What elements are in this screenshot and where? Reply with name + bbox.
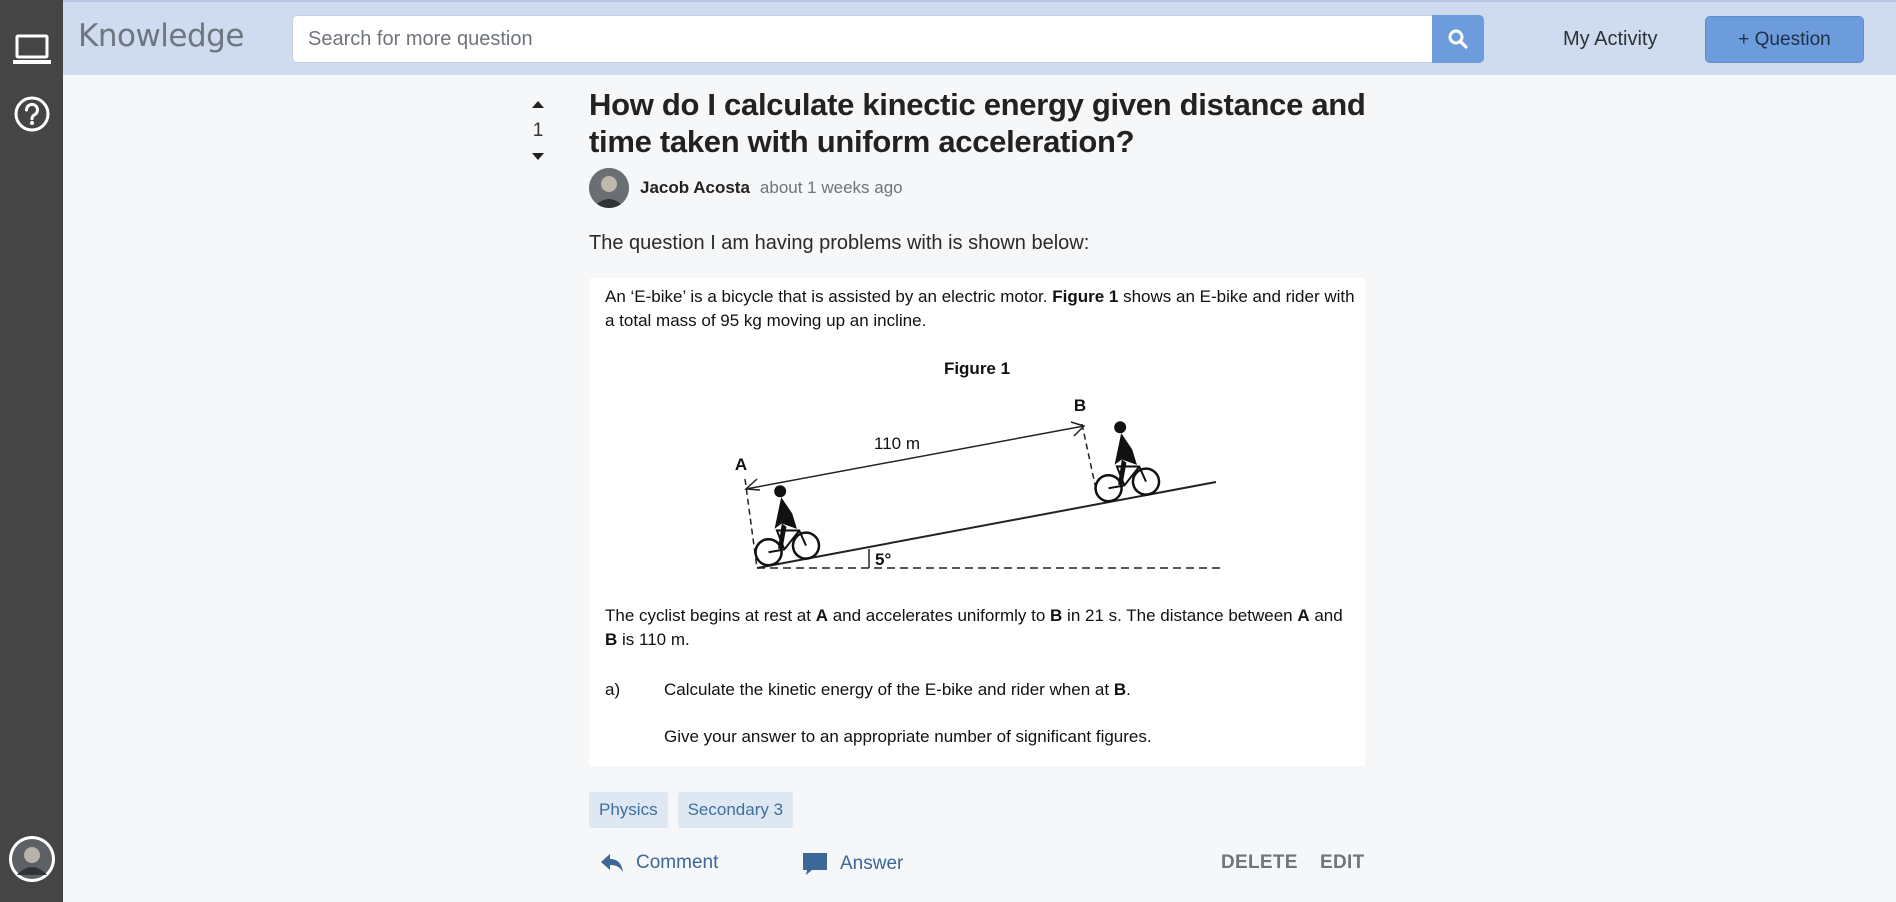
- vote-widget: [526, 100, 550, 161]
- incline-figure: [589, 348, 1365, 598]
- label-b: B: [1073, 396, 1087, 415]
- part-label: a): [605, 680, 621, 699]
- delete-button[interactable]: DELETE: [1221, 852, 1298, 873]
- figure-title: Figure 1: [943, 359, 1011, 378]
- ask-question-button[interactable]: + Question: [1705, 16, 1864, 63]
- text-run: .: [1126, 680, 1131, 699]
- post-time: about 1 weeks ago: [759, 178, 903, 197]
- text-run: B: [605, 630, 618, 649]
- comment-button[interactable]: [600, 852, 718, 874]
- edit-button[interactable]: EDIT: [1320, 852, 1365, 873]
- question-intro: The question I am having problems with is shown below:: [589, 232, 1090, 254]
- question-image: [589, 278, 1365, 766]
- part-a-text: [664, 678, 1131, 702]
- text-run: An ‘E-bike’ is a bicycle that is assisted by an electric motor.: [605, 287, 1053, 306]
- cyclist-b: [1085, 416, 1161, 503]
- user-avatar[interactable]: [0, 836, 63, 882]
- question-title: How do I calculate kinectic energy given distance and time taken with uniform acceleration?: [589, 87, 1366, 159]
- dashed-b: [1082, 424, 1097, 494]
- sidebar: [0, 0, 63, 902]
- text-run: B: [1050, 606, 1063, 625]
- image-paragraph-1: [605, 285, 1355, 333]
- cyclist-a: [745, 480, 821, 567]
- text-run: B: [1113, 680, 1127, 699]
- search-button[interactable]: [1432, 15, 1484, 63]
- downvote-icon[interactable]: [531, 151, 545, 161]
- laptop-icon[interactable]: [0, 34, 63, 66]
- top-bar: [63, 0, 1896, 75]
- answer-label: Answer: [840, 853, 904, 874]
- text-run: and accelerates uniformly to: [827, 606, 1051, 625]
- text-run: in 21 s. The distance between: [1062, 606, 1298, 625]
- text-run: Figure 1: [1052, 287, 1119, 306]
- tag-secondary-3[interactable]: Secondary 3: [678, 792, 793, 828]
- image-paragraph-2: [605, 604, 1355, 652]
- help-circle-icon[interactable]: [0, 96, 63, 132]
- question-actions: [600, 852, 1366, 878]
- label-a: A: [734, 455, 748, 474]
- comment-label: Comment: [636, 852, 719, 873]
- search-icon: [1448, 29, 1468, 49]
- brand-title[interactable]: Knowledge: [78, 18, 244, 54]
- reply-icon: [600, 853, 624, 873]
- text-run: Calculate the kinetic energy of the E-bike and rider when at: [664, 680, 1114, 699]
- author-name[interactable]: Jacob Acosta: [640, 178, 750, 197]
- distance-label: 110 m: [874, 434, 920, 453]
- upvote-icon[interactable]: [531, 100, 545, 110]
- chat-bubble-icon: [802, 852, 828, 876]
- text-run: A: [815, 606, 828, 625]
- author-avatar[interactable]: [589, 168, 629, 208]
- part-a-instruction: Give your answer to an appropriate number of significant figures.: [664, 727, 1152, 746]
- vote-count: 1: [532, 120, 544, 141]
- tag-physics[interactable]: Physics: [589, 792, 668, 828]
- author-row: [589, 168, 903, 208]
- text-run: shows an E-bike and rider with a total mass of 95 kg moving up an incline.: [605, 287, 1355, 330]
- answer-button[interactable]: [802, 852, 903, 876]
- text-run: The cyclist begins at rest at: [605, 606, 816, 625]
- search-bar: [292, 15, 1484, 63]
- text-run: A: [1297, 606, 1310, 625]
- angle-label: 5°: [875, 550, 892, 569]
- search-input[interactable]: [292, 15, 1432, 63]
- my-activity-link[interactable]: My Activity: [1563, 28, 1658, 50]
- tag-list: [589, 792, 793, 828]
- text-run: and: [1309, 606, 1343, 625]
- text-run: is 110 m.: [617, 630, 690, 649]
